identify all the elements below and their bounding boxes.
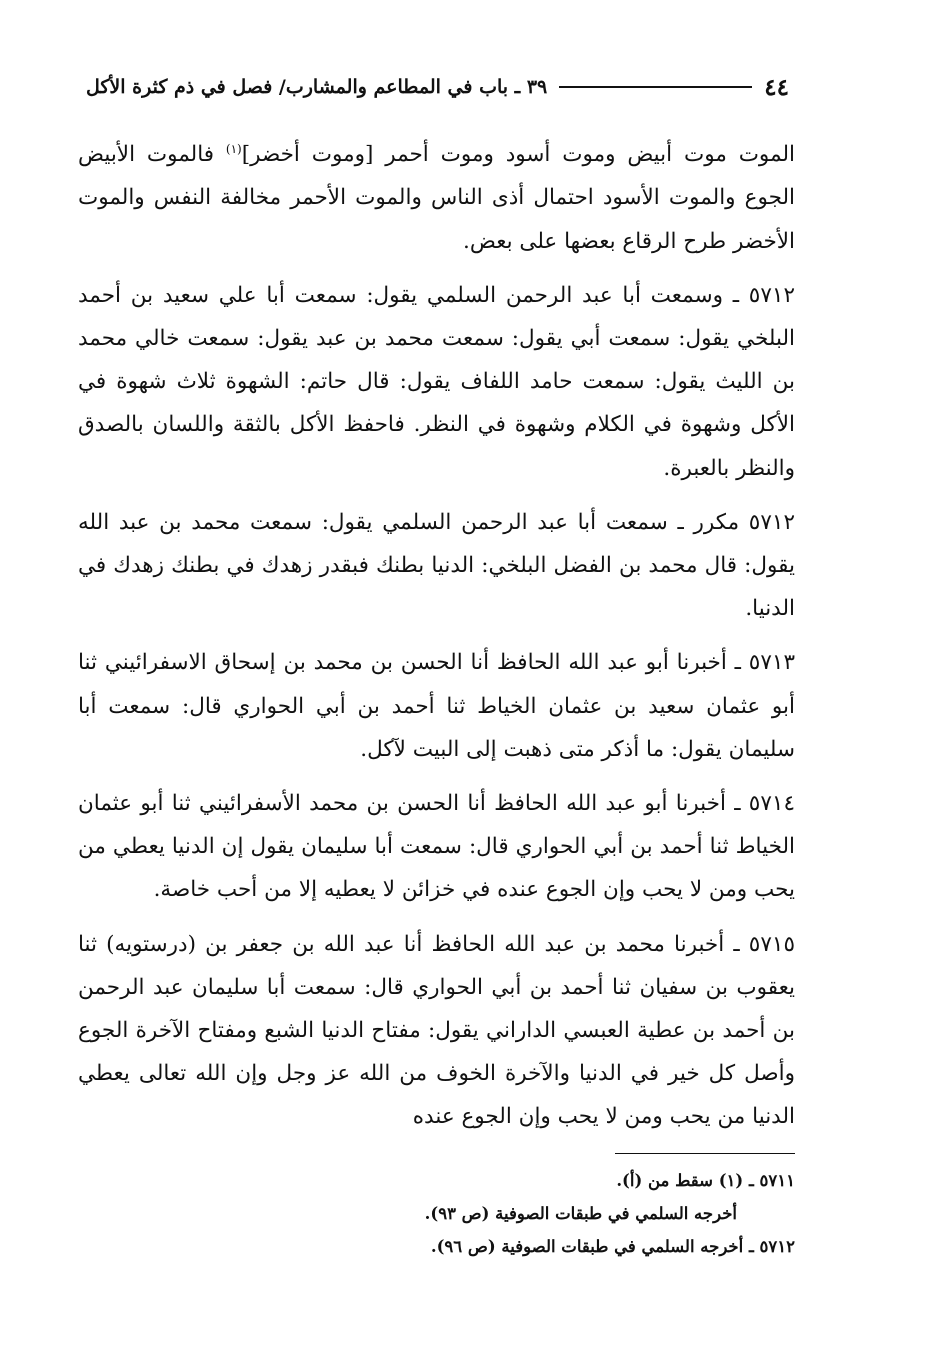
footnote-5712: ٥٧١٢ ـ أخرجه السلمي في طبقات الصوفية (ص ٩٦). bbox=[430, 1237, 795, 1256]
paragraph-5714: ٥٧١٤ ـ أخبرنا أبو عبد الله الحافظ أنا الحسن بن محمد الأسفرائيني ثنا أبو عثمان الخياط ثنا أحمد بن أبي الحواري قال: سمعت أبا سليمان يقول إن الدنيا يعطي من يحب ومن لا يحب وإن الجوع عنده في خزائن لا يعطيه إلا من أحب خاصة. bbox=[78, 791, 795, 903]
paragraph-5715: ٥٧١٥ ـ أخبرنا محمد بن عبد الله الحافظ أنا عبد الله بن جعفر بن (درستويه) ثنا يعقوب بن سفيان ثنا أحمد بن أبي الحواري قال: سمعت أبا سليمان عبد الرحمن بن أحمد بن عطية العبسي الداراني يقول: مفتاح الدنيا الشبع ومفتاح الآخرة الجوع وأصل كل خير في الدنيا والآخرة الخوف من الله عز وجل وإن الله تعالى يعطي الدنيا من يحب ومن لا يحب وإن الجوع عنده bbox=[78, 931, 795, 1130]
paragraph-5713: ٥٧١٣ ـ أخبرنا أبو عبد الله الحافظ أنا الحسن بن محمد بن إسحاق الاسفرائيني ثنا أبو عثمان سعيد بن عثمان الخياط ثنا أحمد بن أبي الحواري قال: سمعت أبا سليمان يقول: ما أذكر متى ذهبت إلى البيت لآكل. bbox=[78, 650, 795, 762]
footnote-separator bbox=[615, 1153, 795, 1154]
paragraph-5712: ٥٧١٢ ـ وسمعت أبا عبد الرحمن السلمي يقول: سمعت أبا علي سعيد بن أحمد البلخي يقول: سمعت أبي يقول: سمعت محمد بن عبد يقول: سمعت خالي محمد بن الليث يقول: سمعت حامد اللفاف يقول: قال حاتم: الشهوة ثلاث شهوة في الأكل وشهوة في الكلام وشهوة في النظر. فاحفظ الأكل بالثقة واللسان بالصدق والنظر بالعبرة. bbox=[78, 282, 795, 481]
running-header bbox=[86, 72, 789, 102]
footnote-marker: (١) bbox=[225, 142, 242, 156]
paragraph-text-part: فالموت الأبيض الجوع والموت الأسود احتمال أذى الناس والموت الأحمر مخالفة النفس والموت الأخضر طرح الرقاع بعضها على بعض. bbox=[78, 142, 795, 254]
footnote-5711-source: أخرجه السلمي في طبقات الصوفية (ص ٩٣). bbox=[424, 1204, 737, 1223]
chapter-title: ٣٩ ـ باب في المطاعم والمشارب/ فصل في ذم كثرة الأكل bbox=[86, 76, 548, 98]
header-rule bbox=[559, 86, 752, 88]
footnote-5711: ٥٧١١ ـ (١) سقط من (أ). bbox=[616, 1171, 795, 1190]
paragraph-5712-repeat: ٥٧١٢ مكرر ـ سمعت أبا عبد الرحمن السلمي يقول: سمعت محمد بن عبد الله يقول: قال محمد بن الفضل البلخي: الدنيا بطنك فبقدر زهدك في بطنك زهدك في الدنيا. bbox=[78, 509, 796, 622]
main-text bbox=[78, 128, 795, 1150]
page-number: ٤٤ bbox=[764, 73, 789, 101]
footnotes bbox=[78, 1164, 795, 1263]
paragraph-continuation bbox=[78, 128, 795, 263]
paragraph-text-part: الموت موت أبيض وموت أسود وموت أحمر [وموت أخضر] bbox=[241, 142, 795, 168]
